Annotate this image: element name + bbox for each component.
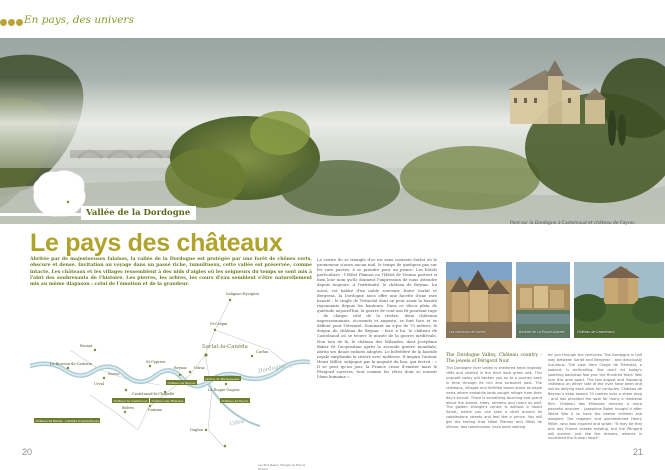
article-column-fr: Le centre de se triangle d'or est sans conteste Sarlat où le promeneur n'aura aucun mal, le temps de quelques pas sur les rues pavées, à se prendre pour un prince. Les hôtels particuliers : l'Hôtel Plamon ou l'Hôtel de Vienne portent si bien leur nom qu'ils donnent l'impression de nous attendre depuis toujours. A l'extrémité, le château de Beynac, lui aussi, est habité d'un noble souvenir. Entre Sarlat et Bergerac, la Dordogne nous offre une facette d'une rare beauté : le cingle de Trémolat dont on peut saisir la beauté rayonnante depuis les hauteurs. Dans ce décor plein de quiétude aujourd'hui, la guerre de cent ans fit pourtant rage : de chaque côté de la rivière, deux châteaux impressionnants, écossants et auguste, se font face et se défient pour l'éternité. Dominant un à-pic de 70 mètres, le donjon du château de Beynac : face à lui, le château de Castelnaud où se trouve le musée de la guerre médiévale. Non loin de là, le château des Milandes, dont Joséphine Baker fit l'acquisition après la seconde guerre mondiale, abrita ses douze enfants adoptés. Le belvédère de la bastide royale surplombe la rivière avec noblesse. Il inspira l'auteur Henri Miller, subjugué par la majesté du lieu, qui écrivit : « Il se peut qu'un jour, la France cesse d'exister mais le Périgord survivra, tout comme les rêves dont se nourrit l'âme humaine ». [317,257,437,380]
legend-item: Unesco [258,467,269,470]
map-label-domme: Domme [148,408,162,412]
map-tag-belves: Château de Belvès · habitats troglodytiques [35,418,99,423]
dot-icon [8,19,15,26]
map-river-dordogne: Dordogne [257,363,286,375]
map-tag-fayrac: Château de Fayrac [221,398,249,403]
photo-thumb-sarlat [446,262,512,338]
map-label-carlux: Carlux [256,350,269,354]
thumb-caption: Bastide de La Roque-Gageac [519,330,566,334]
page-number-right: 21 [633,447,644,457]
region-label: Vallée de la Dordogne [81,206,196,220]
map-tag-milandes: Château des Milandes [151,398,184,403]
page-number-left: 20 [22,447,33,457]
dot-icon [0,19,7,26]
map-label-daglan: Daglan [190,428,203,432]
article-column-en-cont: for you through the centuries. The Dordogne is half way between Sarlat and Bergerac - and deliciously luxurious. The view from Cingle de Trémolat, a lookout, is enthralling. But don't let today's soothing backdrop fool you: the Hundred Years' War tore this area apart. The two august and imposing châteaux on either side of the river have been and will be defying each other for centuries. Château de Beynac's keep towers 70 metres over a sheer drop - and has provided the spot for many a medieval film. Château des Milandes remains a more peaceful acquirer - Josephine Baker bought it after World War II to have the twelve children she adopted. The majestic and overwhelmed Henry Miller, who was inspired and wrote: "It may be that one day France ceases existing, but the Périgord will survive, just like the dreams, whence is nourished the human heart". [548,353,642,441]
photo-thumb-la-roque [516,262,570,338]
intro-paragraph: Abritée par de majestueuses falaises, la vallée de la Dordogne est protégée par une forêt de chênes verts, obscure et dense. Invitation au voyage dans un passé riche, tumultueux, cette vallée est préservée, comme intacte. Les châteaux et les villages ressemblent à des nids d'aigles où les seigneurs du temps se sont mis à l'abri des soubresauts de l'histoire. Les pierres, les arbres, les cours d'eau semblent s'être naturellement mis au même diapason : celui de l'émotion et de la grandeur. [30,257,312,288]
map-tag-marqueyssac: Jardins de Marqueyssac [205,376,240,381]
map-label-st-cyprien: St-Cyprien [146,360,166,364]
main-title: Le pays des châteaux [30,229,283,257]
map-label-st-crepin: St-Crépin [210,322,228,326]
map-label-salignac: Salignac-Eyvigues [226,292,260,296]
map-label-paunat: Paunat [80,344,93,348]
thumb-caption: Château de Castelnaud [577,330,615,334]
la-roque-image [516,262,570,338]
map-tag-castelnaud: Château de Castelnaud [113,398,148,403]
thumb-caption: Les hauteurs de Sarlat [449,330,485,334]
sarlat-image [446,262,512,338]
photo-thumb-castelnaud [574,262,664,338]
badge-bar [0,213,81,216]
hero-illustration [0,38,665,224]
map-river-ceou: Céou [229,418,245,428]
english-title: The Dordogne Valley, Château country - The jewels of Périgord Noir. [446,353,542,364]
map-label-belves: Belvès [122,406,134,410]
map-label-urval: Urval [94,382,105,386]
castelnaud-image [574,262,664,338]
map-tag-beynac: Château de Beynac [167,380,196,385]
map-label-vitrac: Vitrac [194,366,205,370]
map-label-castelnaud: Castelnaud-la-Chapelle [132,392,175,396]
map-label-le-buisson: Le Buisson-de-Cadouin [50,362,92,366]
valley-map [30,280,310,456]
dot-icon [16,19,23,26]
english-body: The Dordogne river valley is sheltered amid majestic cliffs and nestled in the thick dark green oak. This unspoilt valley will beckon you on to a journey back in time through its rich and turbulent past. The châteaux, villages and fortified towns stand as eagle nests where erstwhile lords sought refuge from their day's tumult. There is something touching and grand about the stones, trees, streams and rivers as well. The golden triangle's centre is without a doubt Sarlat, where you can take a stroll around its cobblestone streets and feel like a prince. You will get the feeling that Hôtel Plamon and Hôtel de Vienne, two townhouses, have been waiting [446,366,542,430]
hero-caption: Pont sur la Dordogne à Castelnaud et château de Fayrac. [510,221,637,226]
map-legend [258,463,305,470]
article-column-en [446,353,542,430]
map-label-beynac: Beynac [174,366,188,370]
page-header [0,0,665,38]
map-label-la-roque: La Roque-Gageac [208,388,241,392]
hero-photo [0,38,665,224]
legend-item: Les Plus Beaux Villages de France [258,463,306,467]
map-label-siorac: Siorac [108,372,120,376]
map-label-sarlat: Sarlat-la-Canéda [202,344,248,350]
section-title: En pays, des univers [24,14,134,26]
